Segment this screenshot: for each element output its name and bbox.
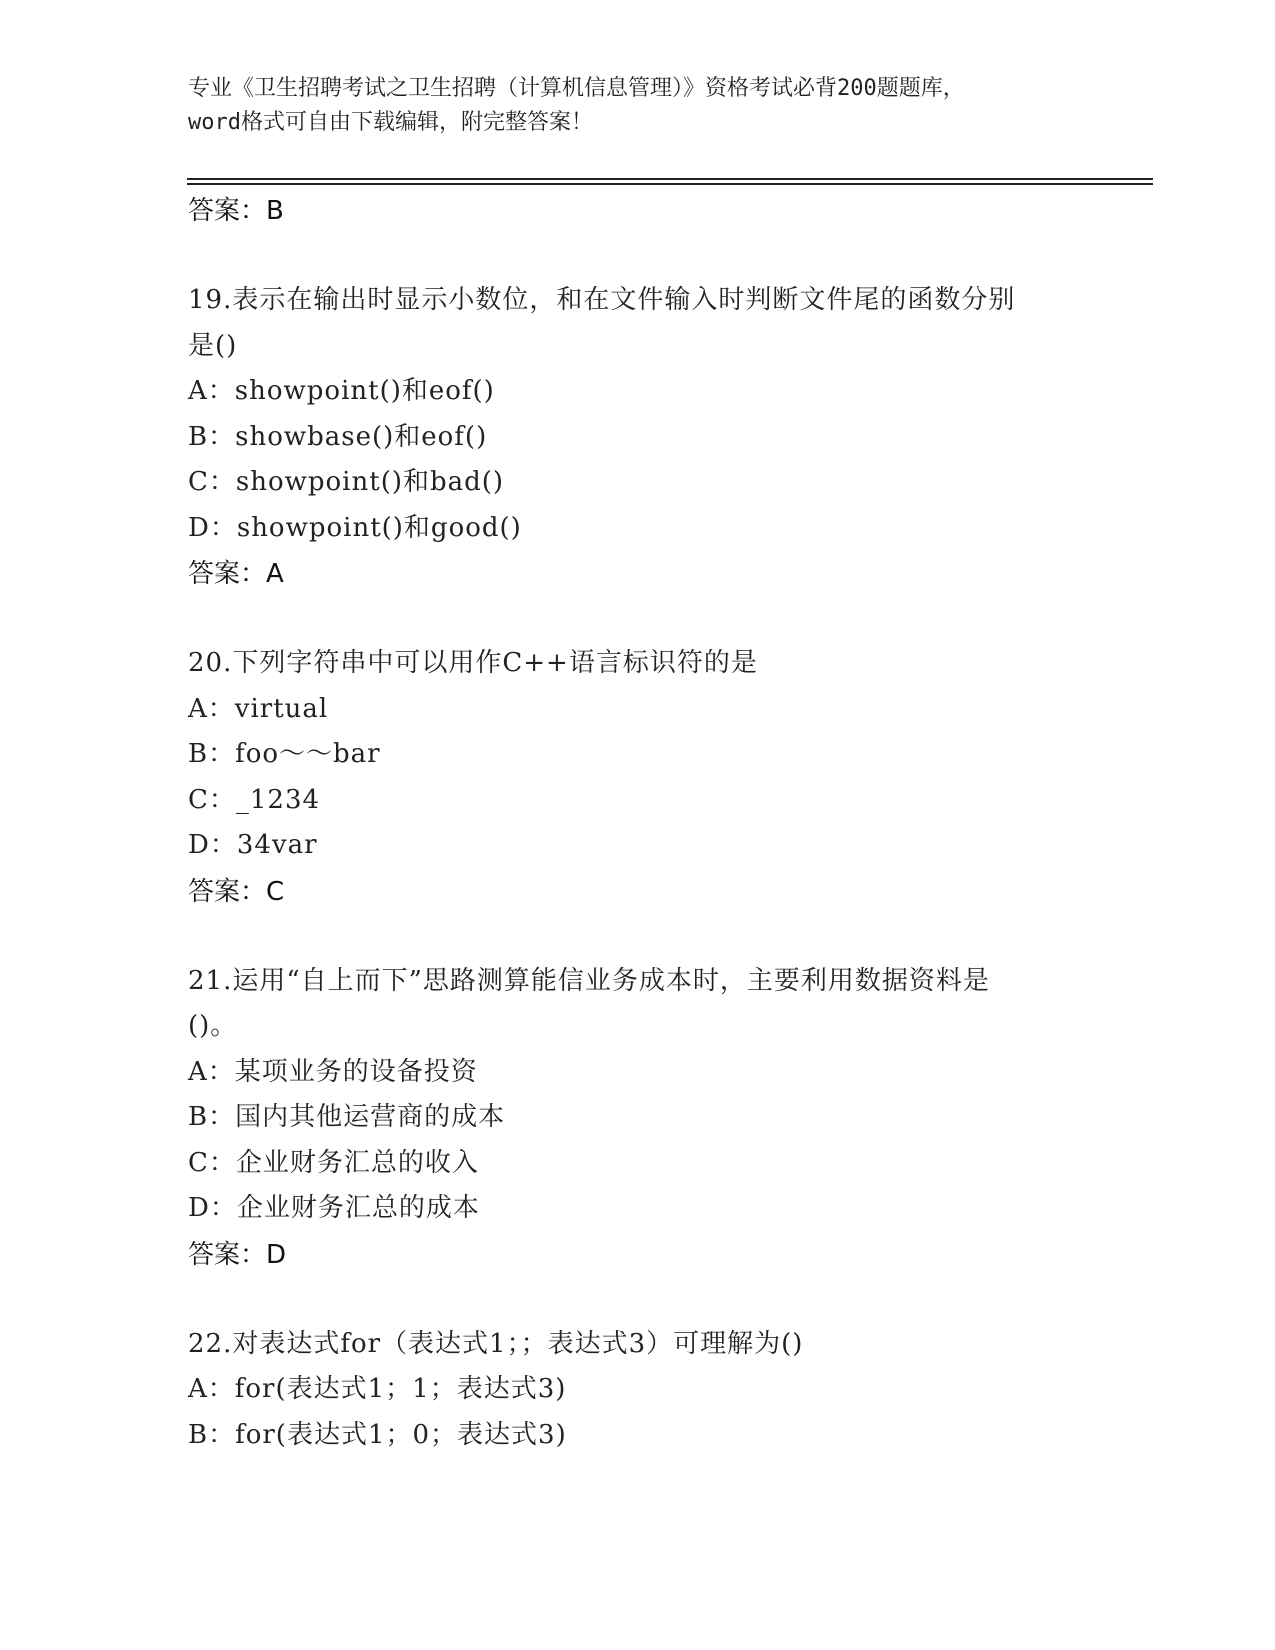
document-header	[188, 72, 1088, 140]
option-d: D：企业财务汇总的成本	[188, 1193, 480, 1223]
question-text: 21.运用“自上而下”思路测算能信业务成本时，主要利用数据资料是	[188, 965, 990, 996]
question-text: 19.表示在输出时显示小数位，和在文件输入时判断文件尾的函数分别	[188, 285, 1016, 315]
question-20	[188, 641, 1088, 915]
option-b: B：for(表达式1；0；表达式3)	[188, 1419, 567, 1450]
answer-line: 答案：A	[188, 559, 284, 589]
answer-line: 答案：D	[188, 1239, 287, 1270]
header-line-1: 专业《卫生招聘考试之卫生招聘（计算机信息管理）》资格考试必背200题题库，	[188, 76, 965, 101]
document-body	[188, 188, 1088, 1458]
question-text: 20.下列字符串中可以用作C++语言标识符的是	[188, 648, 758, 678]
option-a: A：某项业务的设备投资	[188, 1056, 478, 1087]
question-text: 22.对表达式for（表达式1；；表达式3）可理解为()	[188, 1328, 804, 1359]
answer-line: 答案：B	[188, 196, 284, 226]
header-rule-bottom	[187, 183, 1153, 185]
option-a: A：virtual	[188, 693, 329, 724]
option-c: C：showpoint()和bad()	[188, 467, 505, 497]
question-21	[188, 959, 1088, 1278]
option-b: B：showbase()和eof()	[188, 421, 488, 452]
option-a: A：showpoint()和eof()	[188, 376, 495, 406]
option-b: B：foo～～bar	[188, 739, 381, 769]
option-a: A：for(表达式1；1；表达式3)	[188, 1374, 567, 1404]
question-text: ()。	[188, 1011, 238, 1041]
option-c: C：企业财务汇总的收入	[188, 1147, 479, 1178]
question-text: 是()	[188, 330, 238, 361]
option-c: C：_1234	[188, 784, 321, 815]
header-rule-top	[187, 178, 1153, 180]
option-d: D：34var	[188, 830, 318, 860]
question-22	[188, 1322, 1088, 1459]
option-b: B：国内其他运营商的成本	[188, 1102, 506, 1132]
question-19	[188, 278, 1088, 597]
answer-line: 答案：C	[188, 876, 285, 907]
option-d: D：showpoint()和good()	[188, 512, 522, 543]
header-line-2: word格式可自由下载编辑，附完整答案！	[188, 110, 593, 135]
